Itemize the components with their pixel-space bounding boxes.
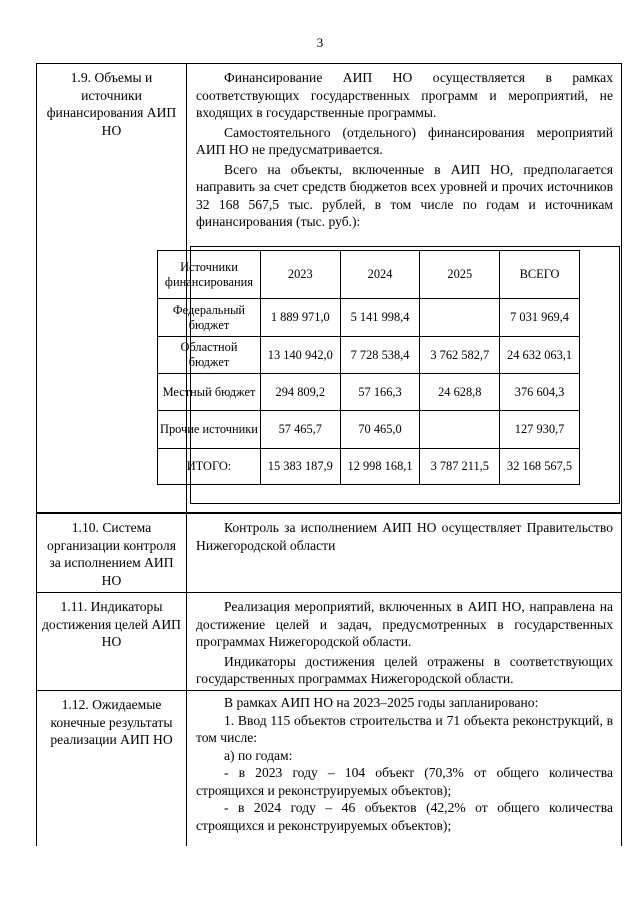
section-label: 1.12. Ожидаемые конечные результаты реализации АИП НО: [37, 691, 187, 846]
cell: 13 140 942,0: [260, 337, 340, 374]
paragraph: Индикаторы достижения целей отражены в соответствующих государственных программах Нижегородской области.: [196, 653, 613, 686]
cell: Федеральный бюджет: [158, 299, 261, 337]
section-1-10: [36, 513, 622, 593]
section-label: 1.11. Индикаторы достижения целей АИП НО: [37, 593, 187, 690]
paragraph: - в 2024 году – 46 объектов (42,2% от общего количества строящихся и реконструируемых объектов);: [196, 800, 613, 833]
section-content: [187, 691, 622, 846]
paragraph: Финансирование АИП НО осуществляется в рамках соответствующих государственных программ и мероприятий, не входящих в государственные программы.: [196, 70, 613, 120]
paragraph: Всего на объекты, включенные в АИП НО, предполагается направить за счет средств бюджетов всех уровней и прочих источников 32 168 567,5 тыс. рублей, в том числе по годам и источникам финансирования (тыс. руб.):: [196, 161, 613, 229]
table-row: [158, 411, 580, 449]
header-cell: 2025: [420, 251, 500, 299]
paragraph: 1. Ввод 115 объектов строительства и 71 объекта реконструкций, в том числе:: [196, 712, 613, 745]
cell: ИТОГО:: [158, 449, 261, 485]
paragraph: Реализация мероприятий, включенных в АИП НО, направлена на достижение целей и задач, предусмотренных в государственных программах Нижегородской области.: [196, 599, 613, 649]
cell: 57 465,7: [260, 411, 340, 449]
cell: 3 787 211,5: [420, 449, 500, 485]
cell: Местный бюджет: [158, 374, 261, 411]
cell: 24 632 063,1: [500, 337, 580, 374]
paragraph: а) по годам:: [224, 747, 293, 763]
page-number: 3: [316, 35, 324, 50]
table-row: [158, 374, 580, 411]
cell: 12 998 168,1: [340, 449, 420, 485]
cell: 5 141 998,4: [340, 299, 420, 337]
cell: Прочие источники: [158, 411, 261, 449]
section-1-12: [36, 691, 622, 846]
cell: 3 762 582,7: [420, 337, 500, 374]
section-label: 1.9. Объемы и источники финансирования АИП НО: [37, 64, 187, 512]
cell: 32 168 567,5: [500, 449, 580, 485]
paragraph: В рамках АИП НО на 2023–2025 годы запланировано:: [224, 695, 539, 710]
paragraph: Контроль за исполнением АИП НО осуществляет Правительство Нижегородской области: [196, 520, 613, 553]
cell: [420, 299, 500, 337]
cell: 1 889 971,0: [260, 299, 340, 337]
section-content: [187, 514, 622, 592]
cell: 7 728 538,4: [340, 337, 420, 374]
cell: 57 166,3: [340, 374, 420, 411]
table-header-row: [158, 251, 580, 299]
finance-table: [157, 250, 580, 485]
cell: 294 809,2: [260, 374, 340, 411]
header-cell: ВСЕГО: [500, 251, 580, 299]
section-content: [187, 593, 622, 690]
header-cell: 2023: [260, 251, 340, 299]
section-label: 1.10. Система организации контроля за исполнением АИП НО: [37, 514, 187, 592]
header-cell: Источники финансирования: [158, 251, 261, 299]
section-1-11: [36, 593, 622, 691]
cell: 7 031 969,4: [500, 299, 580, 337]
paragraph: Самостоятельного (отдельного) финансирования мероприятий АИП НО не предусматривается.: [196, 124, 613, 157]
cell: 127 930,7: [500, 411, 580, 449]
cell: 70 465,0: [340, 411, 420, 449]
table-total-row: [158, 449, 580, 485]
table-row: [158, 337, 580, 374]
header-cell: 2024: [340, 251, 420, 299]
cell: 15 383 187,9: [260, 449, 340, 485]
table-row: [158, 299, 580, 337]
cell: 24 628,8: [420, 374, 500, 411]
cell: Областной бюджет: [158, 337, 261, 374]
cell: 376 604,3: [500, 374, 580, 411]
cell: [420, 411, 500, 449]
paragraph: - в 2023 году – 104 объект (70,3% от общего количества строящихся и реконструируемых объектов);: [196, 765, 613, 798]
